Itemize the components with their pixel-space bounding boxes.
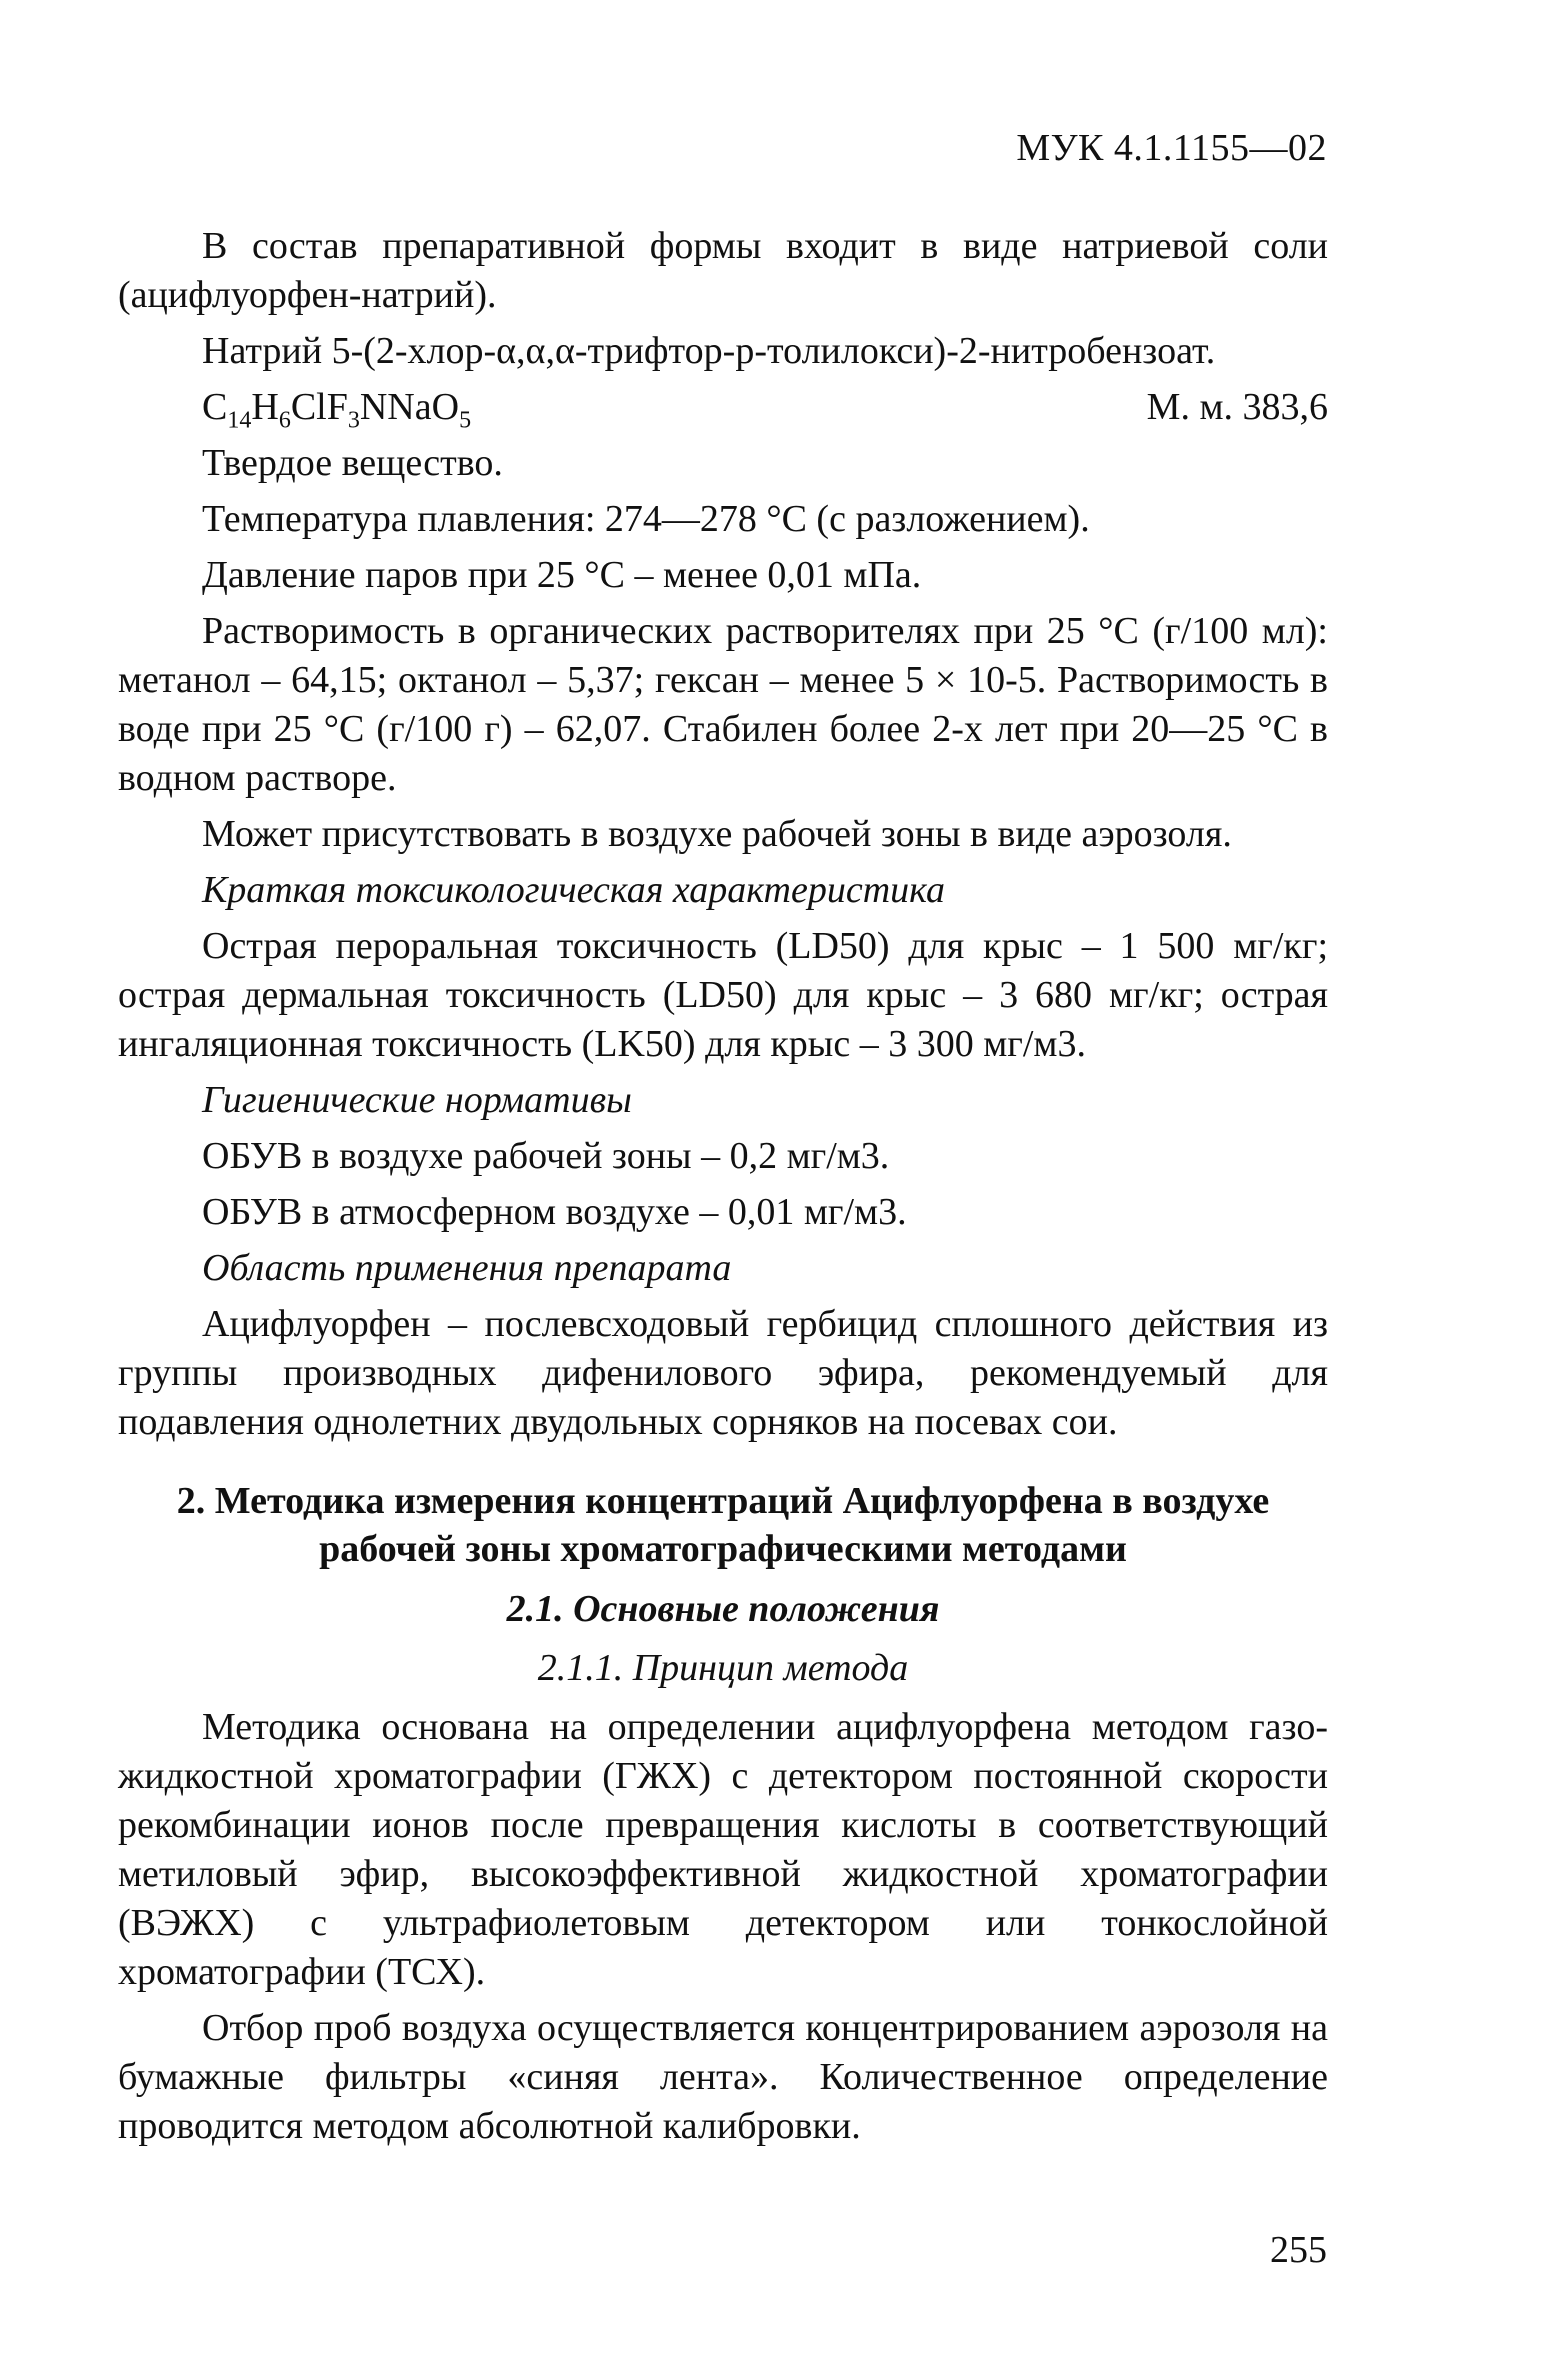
- page-number: 255: [1270, 2229, 1327, 2271]
- document-body: [118, 222, 1328, 2158]
- section-2-title: 2. Методика измерения концентраций Ацифлуорфена в воздухе рабочей зоны хроматографическими методами: [176, 1480, 1270, 1570]
- document-code: МУК 4.1.1155—02: [1016, 127, 1327, 169]
- formula-row: [118, 383, 1328, 432]
- intro-paragraph-6: Растворимость в органических растворителях при 25 °С (г/100 мл): метанол – 64,15; октанол – 5,37; гексан – менее 5 × 10-5. Растворимость в воде при 25 °С (г/100 г) – 62,07. Стабилен более 2-х лет при 20—25 °С в водном растворе.: [118, 610, 1328, 799]
- method-paragraph-1: Методика основана на определении ацифлуорфена методом газо-жидкостной хроматографии (ГЖХ) с детектором постоянной скорости рекомбинации ионов после превращения кислоты в соответствующий метиловый эфир, высокоэффективной жидкостной хроматографии (ВЭЖХ) с ультрафиолетовым детектором или тонкослойной хроматографии (ТСХ).: [118, 1706, 1328, 1993]
- intro-paragraph-4: Температура плавления: 274—278 °С (с разложением).: [202, 498, 1090, 540]
- intro-paragraph-1: В состав препаративной формы входит в виде натриевой соли (ацифлуорфен-натрий).: [118, 225, 1328, 316]
- molar-mass: М. м. 383,6: [1146, 386, 1328, 428]
- hygiene-line-1: ОБУВ в воздухе рабочей зоны – 0,2 мг/м3.: [202, 1135, 890, 1177]
- section-2-1-1-title: 2.1.1. Принцип метода: [537, 1647, 909, 1689]
- hygiene-line-2: ОБУВ в атмосферном воздухе – 0,01 мг/м3.: [202, 1191, 907, 1233]
- application-heading: Область применения препарата: [202, 1247, 732, 1289]
- hygiene-heading: Гигиенические нормативы: [202, 1079, 632, 1121]
- intro-paragraph-3: Твердое вещество.: [202, 442, 503, 484]
- application-text: Ацифлуорфен – послевсходовый гербицид сплошного действия из группы производных дифенилового эфира, рекомендуемый для подавления однолетних двудольных сорняков на посевах сои.: [118, 1303, 1328, 1443]
- toxicology-heading: Краткая токсикологическая характеристика: [202, 869, 945, 911]
- toxicology-text: Острая пероральная токсичность (LD50) для крыс – 1 500 мг/кг; острая дермальная токсичность (LD50) для крыс – 3 680 мг/кг; острая ингаляционная токсичность (LK50) для крыс – 3 300 мг/м3.: [118, 925, 1328, 1065]
- method-paragraph-2: Отбор проб воздуха осуществляется концентрированием аэрозоля на бумажные фильтры «синяя лента». Количественное определение проводится методом абсолютной калибровки.: [118, 2007, 1328, 2147]
- intro-paragraph-2: Натрий 5-(2-хлор-α,α,α-трифтор-p-толилокси)-2-нитробензоат.: [202, 330, 1216, 372]
- section-2-1-title: 2.1. Основные положения: [506, 1588, 940, 1630]
- intro-paragraph-5: Давление паров при 25 °С – менее 0,01 мПа.: [202, 554, 922, 596]
- chemical-formula: $C_{14}H_6ClF_3NNaO_5$: [202, 386, 472, 434]
- intro-paragraph-7: Может присутствовать в воздухе рабочей зоны в виде аэрозоля.: [202, 813, 1232, 855]
